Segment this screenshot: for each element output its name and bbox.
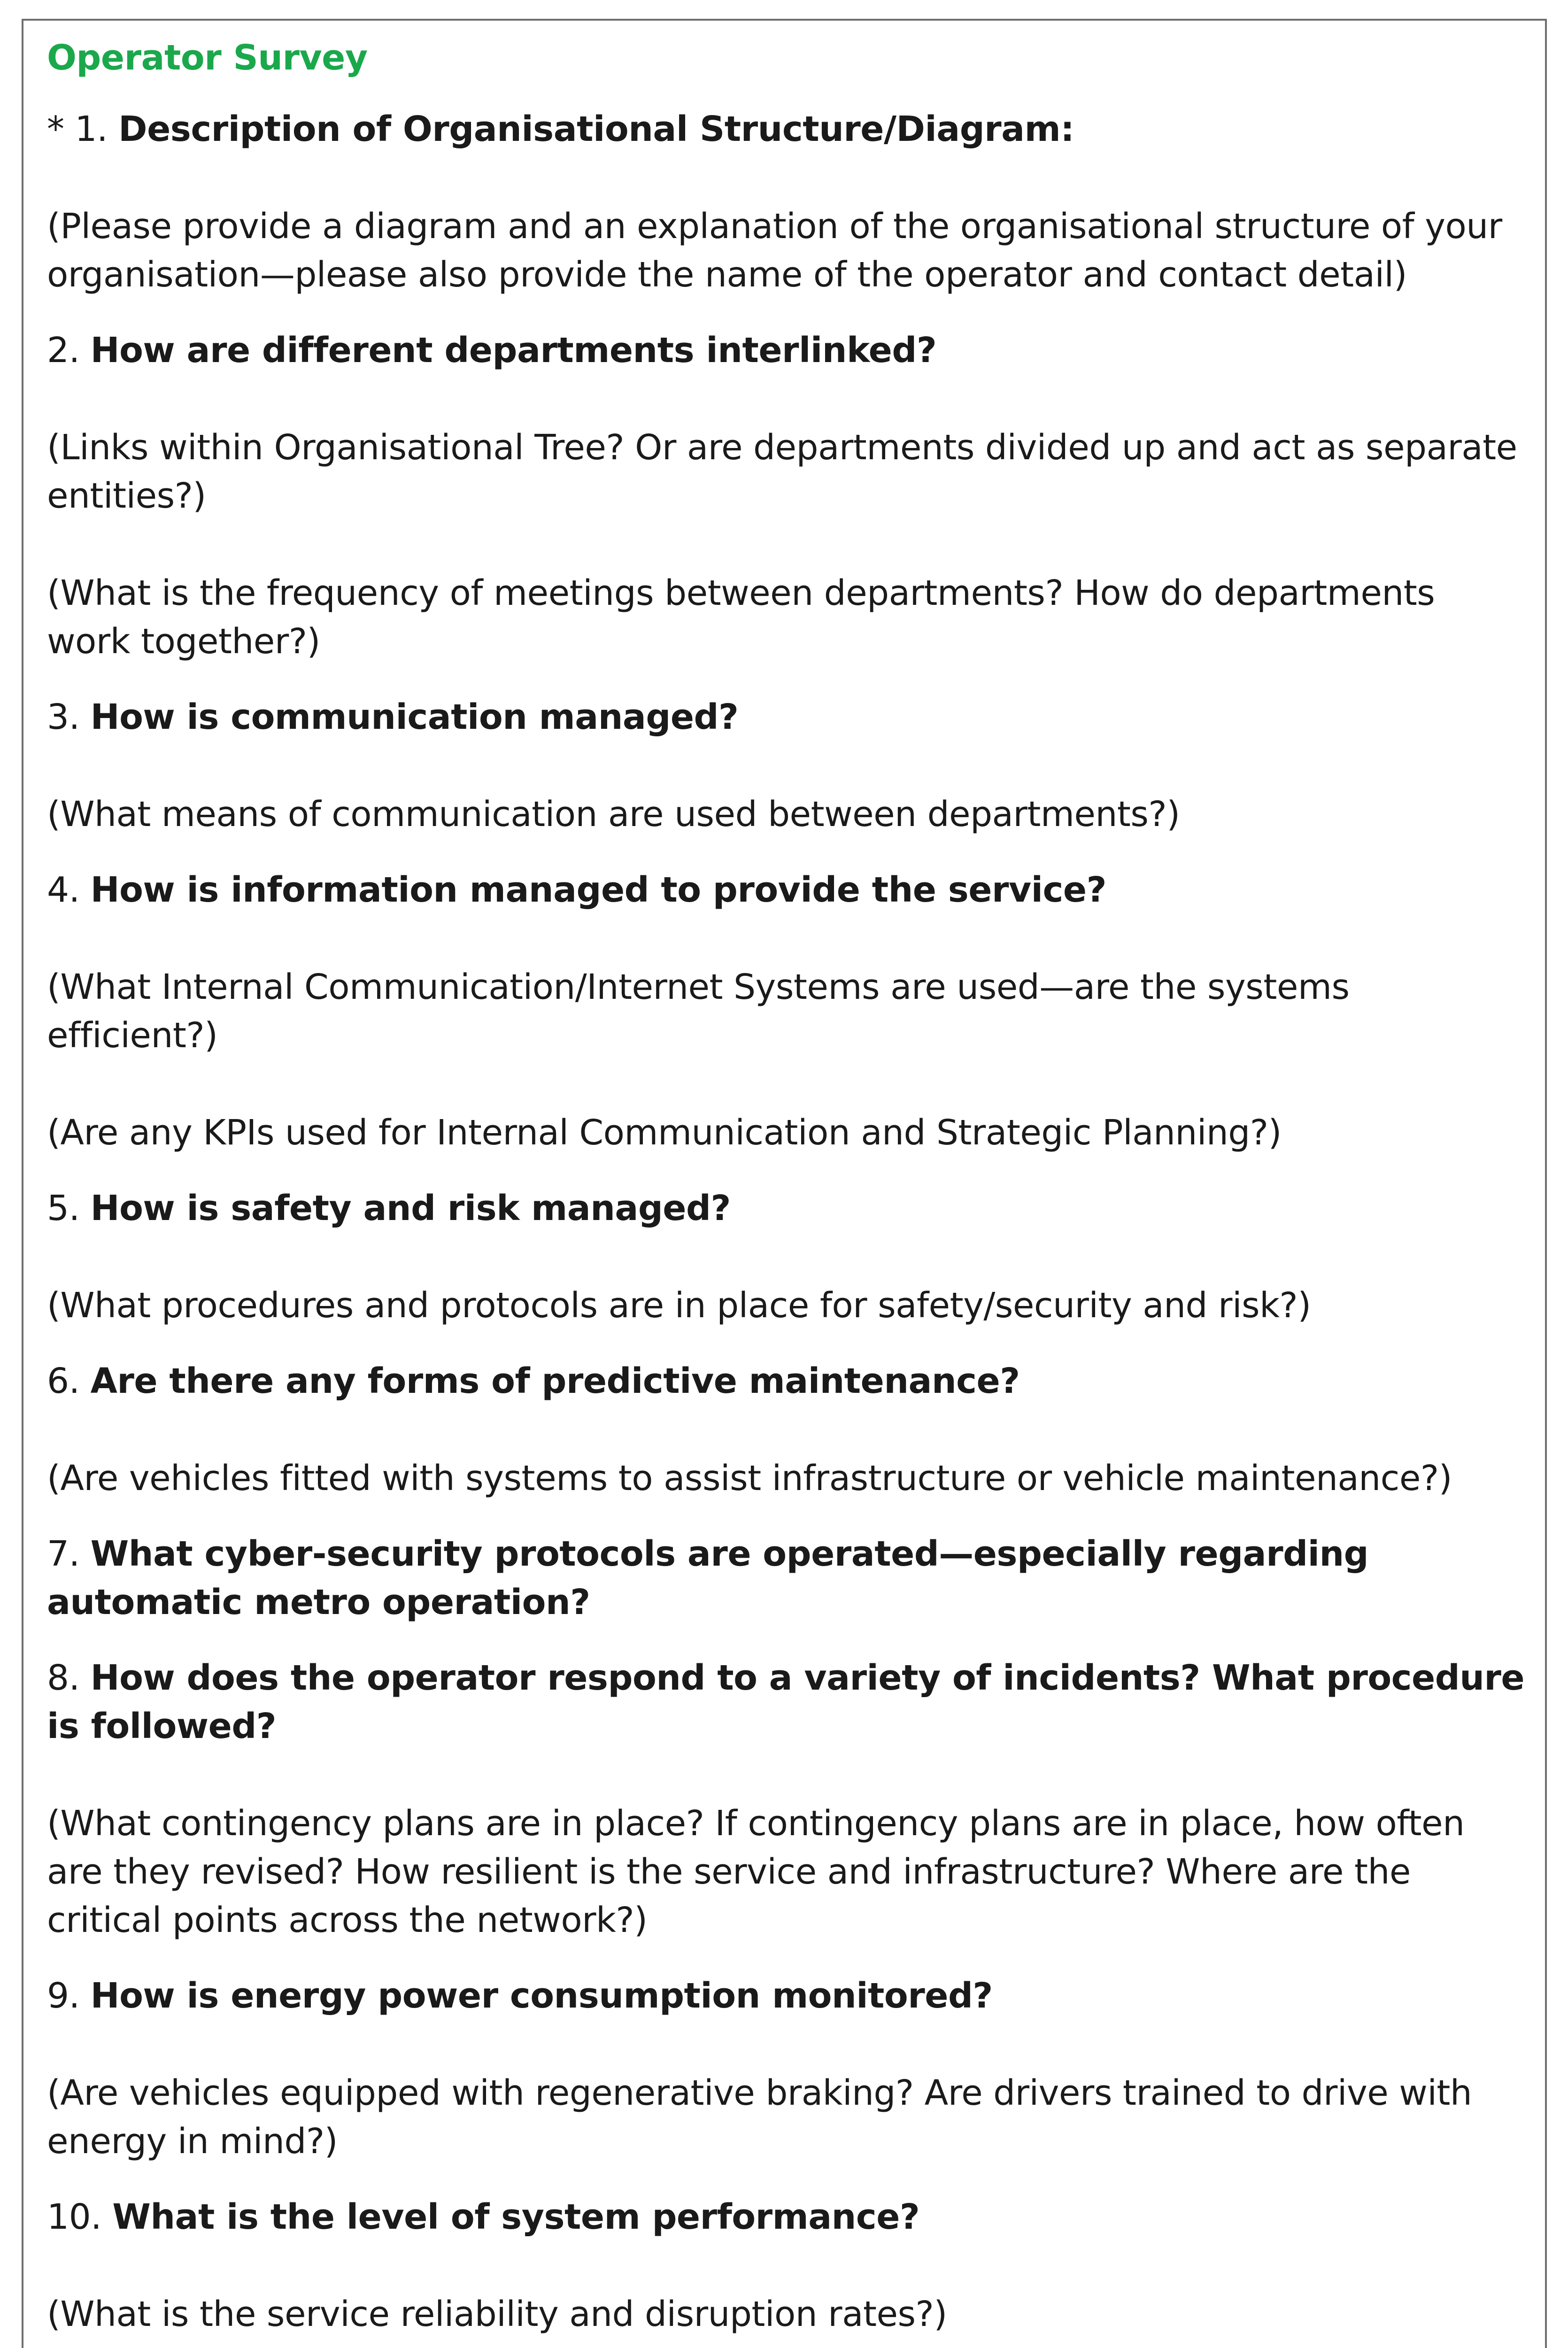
question-2-note-2: (What is the frequency of meetings between departments? How do departments work together?) <box>47 573 1435 662</box>
question-9-note-1: (Are vehicles equipped with regenerative braking? Are drivers trained to drive with energy in mind?) <box>47 2073 1472 2162</box>
question-text: How is safety and risk managed? <box>90 1188 731 1228</box>
question-number: 3. <box>47 697 91 737</box>
question-7 <box>47 1530 1526 1627</box>
question-number: 2. <box>47 330 91 371</box>
question-text: What cyber-security protocols are operated—especially regarding automatic metro operation? <box>47 1534 1369 1622</box>
question-5 <box>47 1184 1526 1233</box>
question-text: How is energy power consumption monitored? <box>90 1976 993 2016</box>
question-number: * 1. <box>47 109 119 149</box>
question-5-note-1: (What procedures and protocols are in place for safety/security and risk?) <box>47 1285 1311 1326</box>
survey-frame <box>22 19 1547 2348</box>
question-number: 7. <box>47 1534 91 1574</box>
question-number: 4. <box>47 870 91 910</box>
question-4 <box>47 866 1526 914</box>
question-4-note-1: (What Internal Communication/Internet Systems are used—are the systems efficient?) <box>47 967 1350 1056</box>
question-3-note-1: (What means of communication are used between departments?) <box>47 794 1180 834</box>
question-text: How does the operator respond to a variety of incidents? What procedure is followed? <box>47 1658 1525 1746</box>
question-text: Description of Organisational Structure/Diagram: <box>118 109 1074 149</box>
survey-content <box>47 32 1526 2339</box>
question-1 <box>47 105 1526 154</box>
question-number: 5. <box>47 1188 91 1228</box>
survey-title: Operator Survey <box>47 38 368 78</box>
question-2-note-1: (Links within Organisational Tree? Or are departments divided up and act as separate entities?) <box>47 427 1517 516</box>
question-6-note-1: (Are vehicles fitted with systems to assist infrastructure or vehicle maintenance?) <box>47 1458 1452 1498</box>
question-number: 10. <box>47 2197 113 2237</box>
question-text: How is communication managed? <box>90 697 739 737</box>
question-number: 9. <box>47 1976 91 2016</box>
question-number: 6. <box>47 1361 91 1401</box>
question-text: How are different departments interlinked? <box>90 330 937 371</box>
question-text: How is information managed to provide the service? <box>90 870 1107 910</box>
question-8-note-1: (What contingency plans are in place? If contingency plans are in place, how often are they revised? How resilient is the service and infrastructure? Where are the critical points across the network?) <box>47 1803 1465 1940</box>
question-1-note-1: (Please provide a diagram and an explanation of the organisational structure of your organisation—please also provide the name of the operator and contact detail) <box>47 206 1502 295</box>
question-10-note-1: (What is the service reliability and disruption rates?) <box>47 2294 947 2334</box>
question-8 <box>47 1654 1526 1751</box>
question-10 <box>47 2193 1526 2241</box>
question-text: What is the level of system performance? <box>112 2197 920 2237</box>
question-2 <box>47 326 1526 375</box>
question-4-note-2: (Are any KPIs used for Internal Communication and Strategic Planning?) <box>47 1112 1282 1153</box>
question-9 <box>47 1972 1526 2020</box>
question-6 <box>47 1357 1526 1406</box>
question-number: 8. <box>47 1658 91 1698</box>
question-3 <box>47 693 1526 741</box>
question-text: Are there any forms of predictive maintenance? <box>90 1361 1020 1401</box>
